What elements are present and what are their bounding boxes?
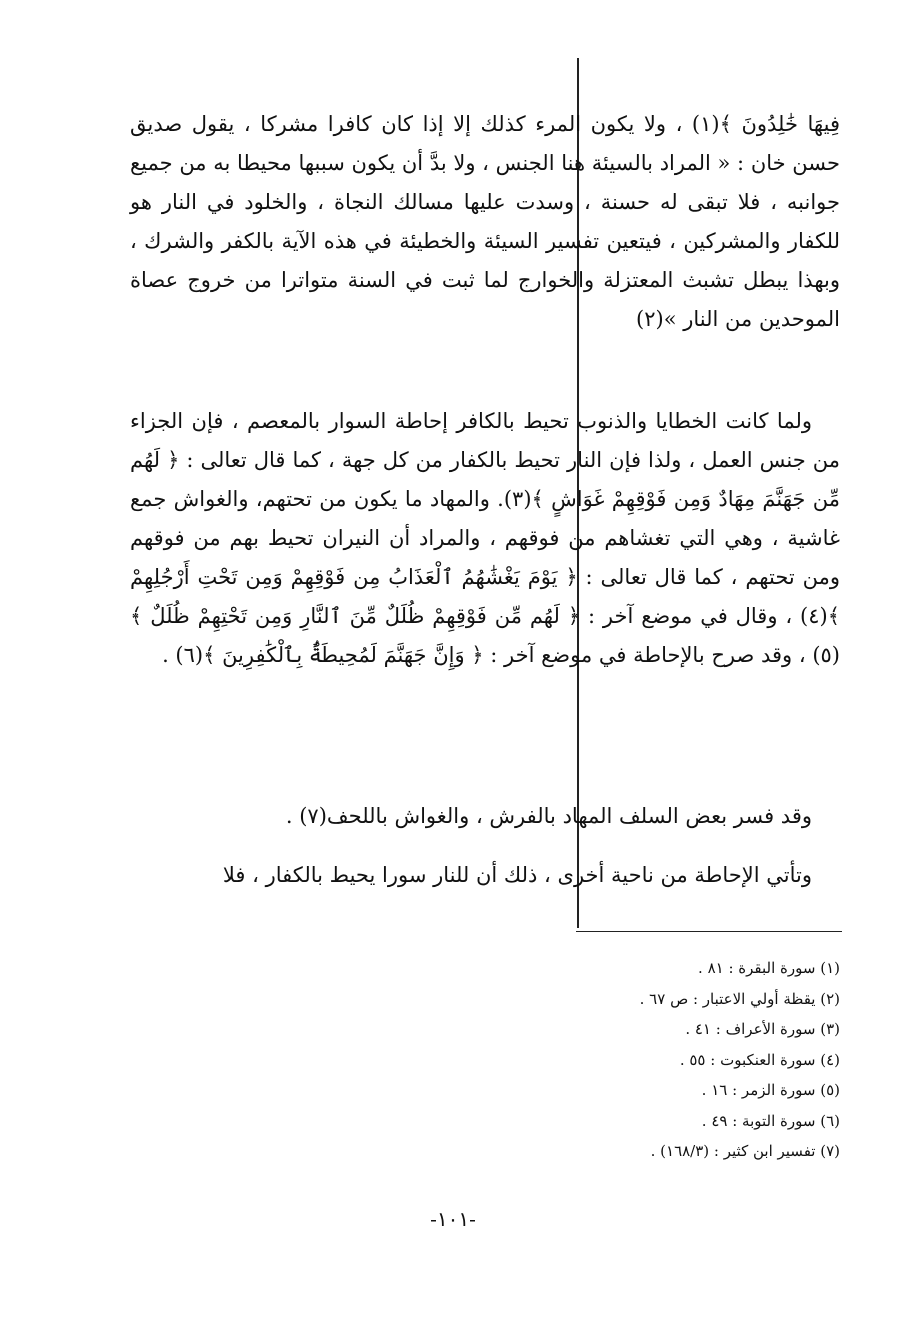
main-text-block-3: [130, 797, 840, 836]
page-number: -١٠١-: [430, 1207, 476, 1231]
footnote-1: (١) سورة البقرة : ٨١ .: [698, 959, 840, 977]
paragraph-3: وقد فسر بعض السلف المهاد بالفرش ، والغواش باللحف(٧) .: [285, 804, 812, 828]
footnote-7: (٧) تفسير ابن كثير : (١٦٨/٣) .: [650, 1142, 840, 1160]
footnote-5: (٥) سورة الزمر : ١٦ .: [701, 1081, 840, 1099]
footnote-6: (٦) سورة التوبة : ٤٩ .: [701, 1111, 840, 1130]
footnote-2: (٢) يقظة أولي الاعتبار : ص ٦٧ .: [639, 989, 840, 1008]
main-text-block-4: [130, 856, 840, 895]
footnote-4: (٤) سورة العنكبوت : ٥٥ .: [679, 1050, 840, 1069]
paragraph-2: ولما كانت الخطايا والذنوب تحيط بالكافر إحاطة السوار بالمعصم ، فإن الجزاء من جنس العمل ، ولذا فإن النار تحيط بالكفار من كل جهة ، كما قال تعالى : ﴿ لَهُم مِّن جَهَنَّمَ مِهَادٌ وَمِن فَوْقِهِمْ غَوَاشٍ ﴾(٣). والمهاد ما يكون من تحتهم، والغواش جمع غاشية ، وهي التي تغشاهم من فوقهم ، والمراد أن النيران تحيط بهم من فوقهم ومن تحتهم ، كما قال تعالى : ﴿ يَوْمَ يَغْشَٰهُمُ ٱلْعَذَابُ مِن فَوْقِهِمْ وَمِن تَحْتِ أَرْجُلِهِمْ ﴾(٤) ، وقال في موضع آخر : ﴿ لَهُم مِّن فَوْقِهِمْ ظُلَلٌ مِّنَ ٱلنَّارِ وَمِن تَحْتِهِمْ ظُلَلٌ ﴾(٥) ، وقد صرح بالإحاطة في موضع آخر : ﴿ وَإِنَّ جَهَنَّمَ لَمُحِيطَةٌۢ بِٱلْكَٰفِرِينَ ﴾(٦) .: [130, 409, 840, 667]
paragraph-1: فِيهَا خَٰلِدُونَ ﴾(١) ، ولا يكون المرء كذلك إلا إذا كان كافرا مشركا ، يقول صديق حسن خان : « المراد بالسيئة هنا الجنس ، ولا بدَّ أن يكون سببها محيطا به من جميع جوانبه ، فلا تبقى له حسنة ، وسدت عليها مسالك النجاة ، والخلود في النار هو للكفار والمشركين ، فيتعين تفسير السيئة والخطيئة في هذه الآية بالكفر والشرك ، وبهذا يبطل تشبث المعتزلة والخوارج لما ثبت في السنة متواترا من خروج عصاة الموحدين من النار »(٢): [130, 112, 841, 331]
paragraph-4: وتأتي الإحاطة من ناحية أخرى ، ذلك أن للنار سورا يحيط بالكفار ، فلا: [222, 863, 812, 887]
main-text-block-2: [130, 402, 840, 675]
main-text-block: [130, 105, 840, 339]
footnote-3: (٣) سورة الأعراف : ٤١ .: [685, 1020, 840, 1038]
footnotes-list: [420, 953, 840, 1167]
footnote-separator: [576, 931, 842, 932]
